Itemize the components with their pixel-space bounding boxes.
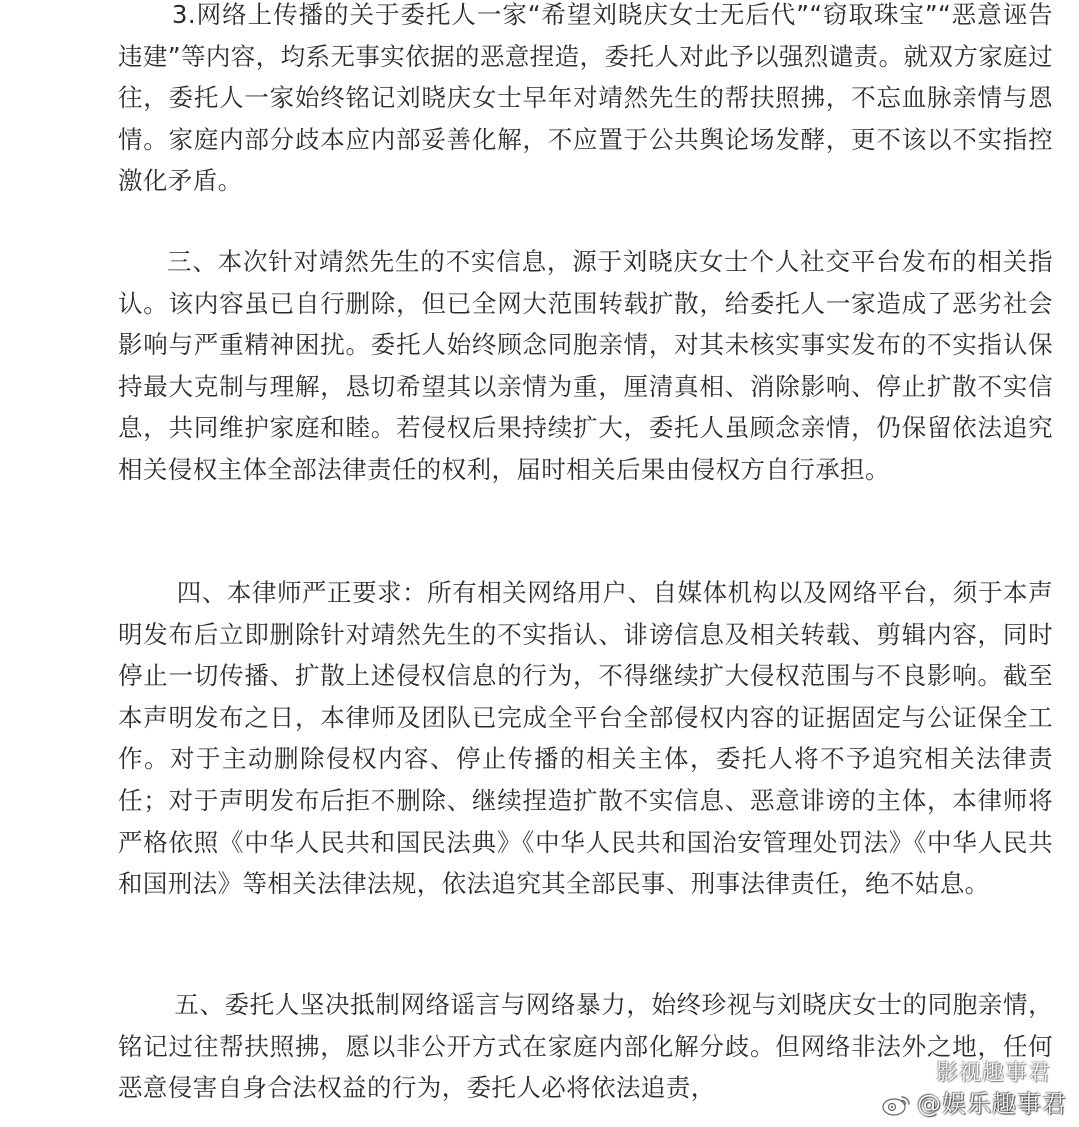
watermark-secondary-text: 影视趣事君 — [935, 1061, 1051, 1086]
watermark-secondary — [936, 1059, 1051, 1089]
paragraph-1: 3.网络上传播的关于委托人一家“希望刘晓庆女士无后代”“窃取珠宝”“恶意诬告违建”等内容，均系无事实依据的恶意捏造，委托人对此予以强烈谴责。就双方家庭过往，委托人一家始终铭记刘晓庆女士早年对靖然先生的帮扶照拂，不忘血脉亲情与恩情。家庭内部分歧本应内部妥善化解，不应置于公共舆论场发酵，更不该以不实指控激化矛盾。 — [118, 0, 1053, 196]
watermark-primary — [881, 1089, 1067, 1119]
watermark-primary-text: @娱乐趣事君 — [917, 1090, 1067, 1118]
weibo-icon — [881, 1093, 911, 1115]
paragraph-2: 三、本次针对靖然先生的不实信息，源于刘晓庆女士个人社交平台发布的相关指认。该内容虽已自行删除，但已全网大范围转载扩散，给委托人一家造成了恶劣社会影响与严重精神困扰。委托人始终顾念同胞亲情，对其未核实事实发布的不实指认保持最大克制与理解，恳切希望其以亲情为重，厘清真相、消除影响、停止扩散不实信息，共同维护家庭和睦。若侵权后果持续扩大，委托人虽顾念亲情，仍保留依法追究相关侵权主体全部法律责任的权利，届时相关后果由侵权方自行承担。 — [118, 247, 1053, 484]
paragraph-3: 四、本律师严正要求：所有相关网络用户、自媒体机构以及网络平台，须于本声明发布后立即删除针对靖然先生的不实指认、诽谤信息及相关转载、剪辑内容，同时停止一切传播、扩散上述侵权信息的行为，不得继续扩大侵权范围与不良影响。截至本声明发布之日，本律师及团队已完成全平台全部侵权内容的证据固定与公证保全工作。对于主动删除侵权内容、停止传播的相关主体，委托人将不予追究相关法律责任；对于声明发布后拒不删除、继续捏造扩散不实信息、恶意诽谤的主体，本律师将严格依照《中华人民共和国民法典》《中华人民共和国治安管理处罚法》《中华人民共和国刑法》等相关法律法规，依法追究其全部民事、刑事法律责任，绝不姑息。 — [118, 578, 1053, 899]
paragraph-4: 五、委托人坚决抵制网络谣言与网络暴力，始终珍视与刘晓庆女士的同胞亲情，铭记过往帮扶照拂，愿以非公开方式在家庭内部化解分歧。但网络非法外之地，任何恶意侵害自身合法权益的行为，委托人必将依法追责， — [118, 990, 1053, 1103]
